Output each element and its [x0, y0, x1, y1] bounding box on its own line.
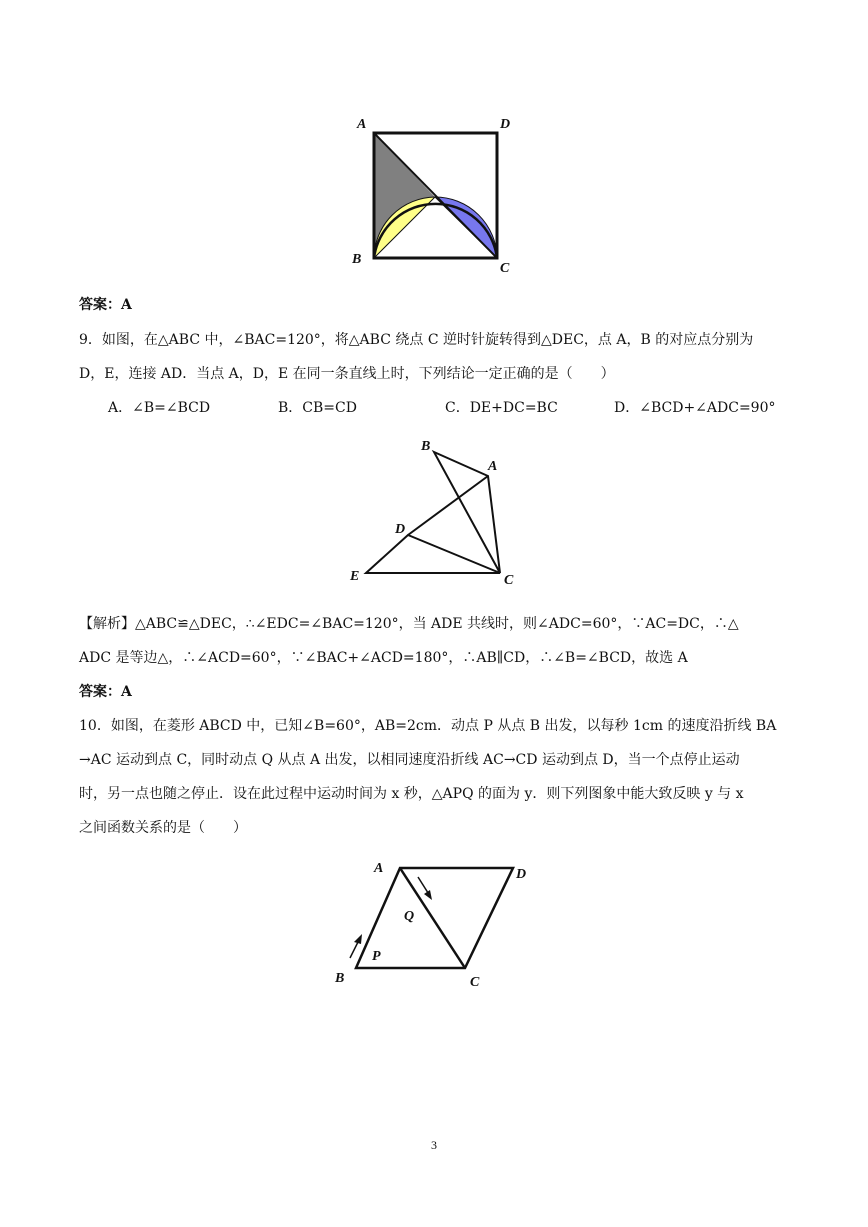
label-p: P: [372, 949, 381, 964]
arrowhead-p: [354, 934, 362, 944]
figure-rhombus: [330, 852, 540, 992]
label-a: A: [488, 459, 498, 474]
q9-analysis-line1: 【解析】△ABC≌△DEC，∴∠EDC=∠BAC=120°，当 ADE 共线时，则∠ADC=60°，∵AC=DC，∴△: [79, 616, 739, 632]
label-c: C: [500, 261, 510, 276]
q9-option-a: A．∠B=∠BCD: [108, 400, 211, 416]
q9-option-c: C．DE+DC=BC: [445, 400, 558, 416]
label-b: B: [352, 252, 362, 267]
figure-rotated-triangles: [340, 432, 530, 592]
q10-stem-line1: 10．如图，在菱形 ABCD 中，已知∠B=60°，AB=2cm．动点 P 从点 B 出发，以每秒 1cm 的速度沿折线 BA: [79, 718, 777, 734]
label-c: C: [504, 573, 514, 588]
label-d: D: [516, 867, 527, 882]
triangle-dec: [366, 535, 500, 573]
label-a: A: [357, 117, 367, 132]
q9-stem-line2: D，E，连接 AD．当点 A，D，E 在同一条直线上时，下列结论一定正确的是（ ）: [79, 366, 615, 382]
label-a: A: [374, 861, 384, 876]
label-e: E: [350, 569, 360, 584]
q9-answer: 答案：A: [79, 684, 132, 700]
label-b: B: [335, 971, 345, 986]
label-b: B: [421, 439, 431, 454]
label-q: Q: [404, 909, 415, 924]
q10-stem-line4: 之间函数关系的是（ ）: [79, 820, 247, 836]
q9-option-b: B．CB=CD: [278, 400, 357, 416]
q10-stem-line3: 时，另一点也随之停止．设在此过程中运动时间为 x 秒，△APQ 的面为 y．则下列图象中能大致反映 y 与 x: [79, 786, 744, 802]
arrowhead-q: [424, 890, 432, 900]
label-d: D: [395, 522, 406, 537]
q9-analysis-line2: ADC 是等边△，∴∠ACD=60°，∵∠BAC+∠ACD=180°，∴AB∥CD，∴∠B=∠BCD，故选 A: [79, 650, 688, 666]
q8-answer: 答案：A: [79, 297, 132, 313]
q9-option-d: D．∠BCD+∠ADC=90°: [614, 400, 776, 416]
q10-stem-line2: →AC 运动到点 C，同时动点 Q 从点 A 出发，以相同速度沿折线 AC→CD 运动到点 D，当一个点停止运动: [79, 752, 740, 768]
q9-stem-line1: 9．如图，在△ABC 中，∠BAC=120°，将△ABC 绕点 C 逆时针旋转得到△DEC，点 A，B 的对应点分别为: [79, 332, 754, 348]
figure-square-shaded: [352, 112, 522, 277]
label-c: C: [470, 975, 480, 990]
page-number: 3: [431, 1138, 437, 1152]
segment-ad: [408, 476, 488, 535]
label-d: D: [500, 117, 511, 132]
